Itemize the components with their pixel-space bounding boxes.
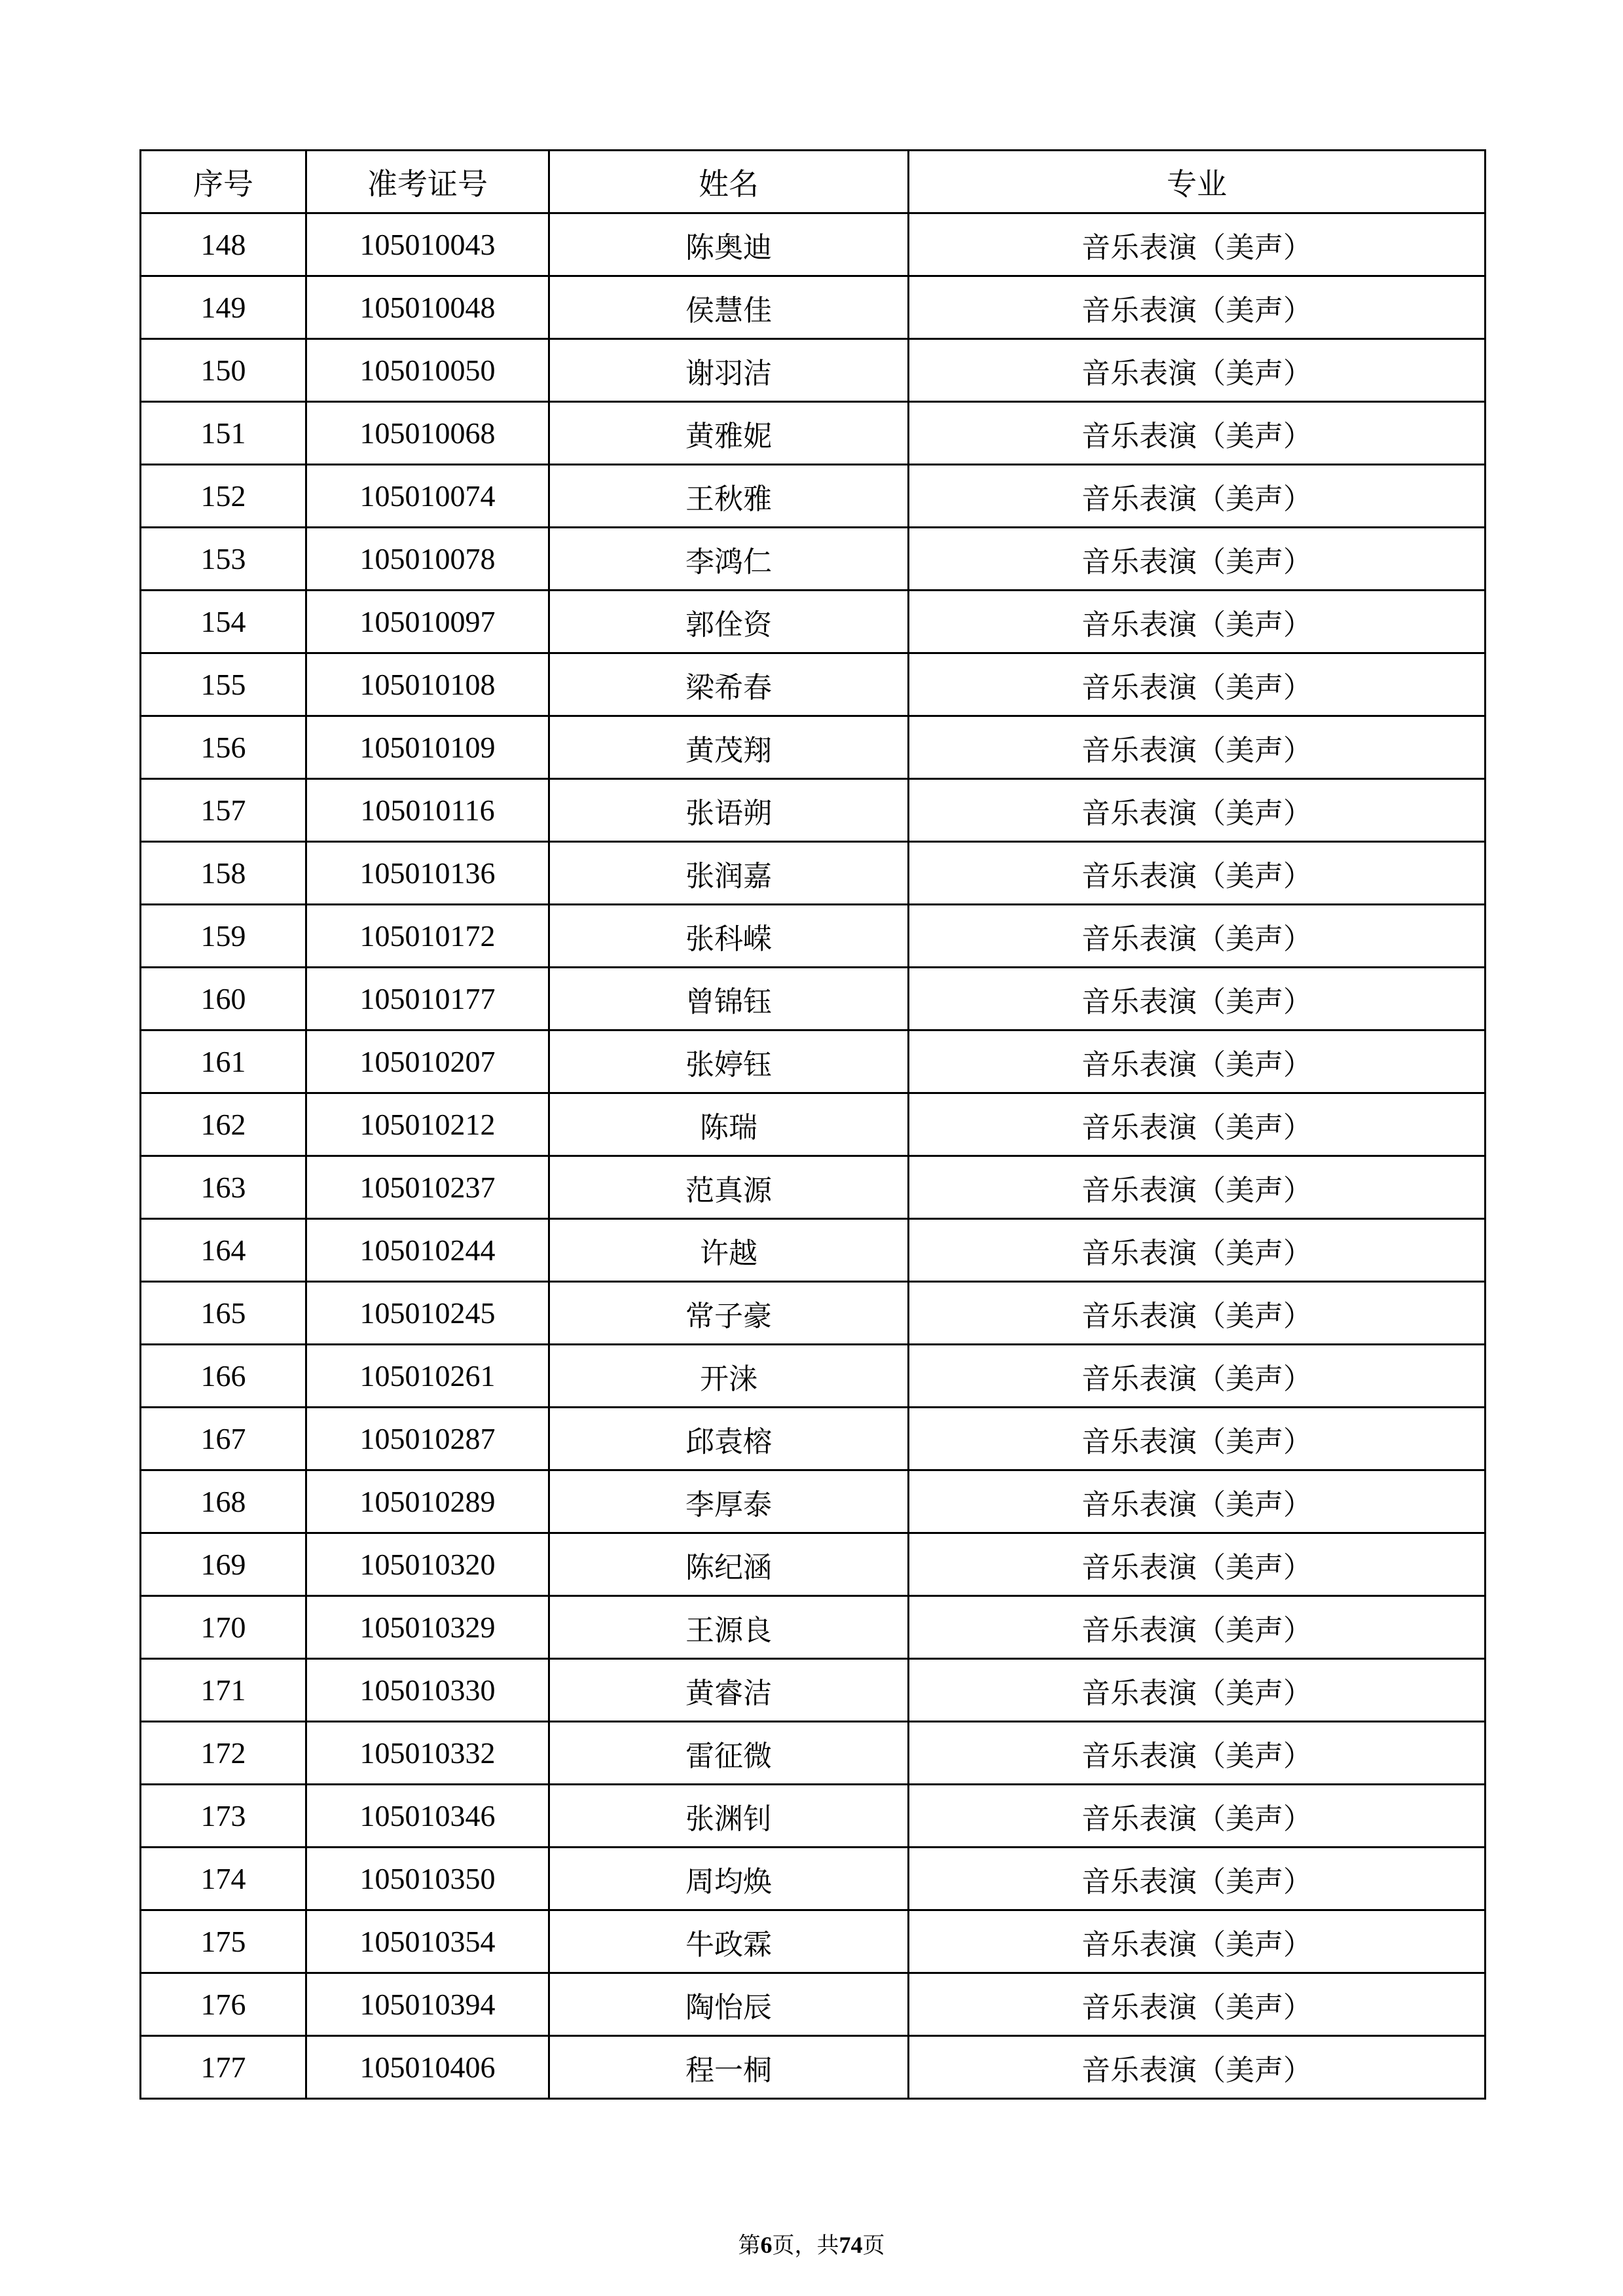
cell-exam-id: 105010116: [306, 779, 549, 842]
table-row: [141, 968, 1486, 1030]
cell-name: 梁希春: [549, 653, 909, 716]
table-row: [141, 1722, 1486, 1785]
table-row: [141, 591, 1486, 653]
cell-name: 程一桐: [549, 2036, 909, 2099]
table-row: [141, 1596, 1486, 1659]
cell-exam-id: 105010207: [306, 1030, 549, 1093]
table-row: [141, 402, 1486, 465]
cell-seq: 159: [141, 905, 306, 968]
cell-name: 牛政霖: [549, 1910, 909, 1973]
cell-major: 音乐表演（美声）: [909, 1785, 1486, 1848]
cell-seq: 167: [141, 1408, 306, 1470]
header-row: [141, 151, 1486, 213]
cell-seq: 165: [141, 1282, 306, 1345]
table-row: [141, 1470, 1486, 1533]
table-row: [141, 1533, 1486, 1596]
table-row: [141, 653, 1486, 716]
header-major: 专业: [909, 151, 1486, 213]
cell-seq: 157: [141, 779, 306, 842]
cell-name: 李厚泰: [549, 1470, 909, 1533]
table-row: [141, 528, 1486, 591]
cell-exam-id: 105010050: [306, 339, 549, 402]
table-row: [141, 1219, 1486, 1282]
cell-seq: 158: [141, 842, 306, 905]
cell-exam-id: 105010289: [306, 1470, 549, 1533]
table-body: [141, 213, 1486, 2099]
cell-seq: 164: [141, 1219, 306, 1282]
cell-major: 音乐表演（美声）: [909, 2036, 1486, 2099]
table-row: [141, 1848, 1486, 1910]
cell-major: 音乐表演（美声）: [909, 1596, 1486, 1659]
cell-major: 音乐表演（美声）: [909, 1533, 1486, 1596]
cell-exam-id: 105010237: [306, 1156, 549, 1219]
footer-page-number: 6: [760, 2232, 773, 2258]
cell-major: 音乐表演（美声）: [909, 591, 1486, 653]
cell-seq: 156: [141, 716, 306, 779]
cell-seq: 175: [141, 1910, 306, 1973]
table-row: [141, 1910, 1486, 1973]
cell-major: 音乐表演（美声）: [909, 1848, 1486, 1910]
cell-name: 李鸿仁: [549, 528, 909, 591]
cell-seq: 169: [141, 1533, 306, 1596]
cell-major: 音乐表演（美声）: [909, 968, 1486, 1030]
page-footer: [0, 2227, 1623, 2259]
cell-name: 黄睿洁: [549, 1659, 909, 1722]
cell-seq: 161: [141, 1030, 306, 1093]
cell-major: 音乐表演（美声）: [909, 1408, 1486, 1470]
cell-major: 音乐表演（美声）: [909, 905, 1486, 968]
cell-major: 音乐表演（美声）: [909, 1910, 1486, 1973]
footer-suffix: 页: [862, 2232, 885, 2259]
cell-exam-id: 105010394: [306, 1973, 549, 2036]
table-row: [141, 1659, 1486, 1722]
table-header: [141, 151, 1486, 213]
cell-name: 陶怡辰: [549, 1973, 909, 2036]
cell-name: 开涞: [549, 1345, 909, 1408]
footer-prefix: 第: [738, 2232, 761, 2259]
cell-seq: 154: [141, 591, 306, 653]
cell-exam-id: 105010332: [306, 1722, 549, 1785]
cell-seq: 176: [141, 1973, 306, 2036]
cell-seq: 148: [141, 213, 306, 276]
table-row: [141, 905, 1486, 968]
cell-name: 陈瑞: [549, 1093, 909, 1156]
cell-seq: 166: [141, 1345, 306, 1408]
cell-exam-id: 105010068: [306, 402, 549, 465]
cell-major: 音乐表演（美声）: [909, 1156, 1486, 1219]
cell-major: 音乐表演（美声）: [909, 1722, 1486, 1785]
cell-exam-id: 105010320: [306, 1533, 549, 1596]
cell-seq: 155: [141, 653, 306, 716]
cell-exam-id: 105010330: [306, 1659, 549, 1722]
table-row: [141, 276, 1486, 339]
cell-exam-id: 105010287: [306, 1408, 549, 1470]
cell-seq: 152: [141, 465, 306, 528]
table-row: [141, 842, 1486, 905]
cell-exam-id: 105010136: [306, 842, 549, 905]
cell-seq: 153: [141, 528, 306, 591]
cell-seq: 173: [141, 1785, 306, 1848]
cell-exam-id: 105010261: [306, 1345, 549, 1408]
cell-name: 王秋雅: [549, 465, 909, 528]
cell-name: 张婷钰: [549, 1030, 909, 1093]
cell-major: 音乐表演（美声）: [909, 842, 1486, 905]
cell-seq: 177: [141, 2036, 306, 2099]
table-row: [141, 779, 1486, 842]
cell-name: 张语朔: [549, 779, 909, 842]
cell-seq: 151: [141, 402, 306, 465]
table-row: [141, 1785, 1486, 1848]
cell-major: 音乐表演（美声）: [909, 1345, 1486, 1408]
header-exam-id: 准考证号: [306, 151, 549, 213]
table-row: [141, 1282, 1486, 1345]
cell-name: 常子豪: [549, 1282, 909, 1345]
cell-major: 音乐表演（美声）: [909, 528, 1486, 591]
cell-major: 音乐表演（美声）: [909, 402, 1486, 465]
cell-exam-id: 105010346: [306, 1785, 549, 1848]
table-row: [141, 1156, 1486, 1219]
header-name: 姓名: [549, 151, 909, 213]
cell-name: 张润嘉: [549, 842, 909, 905]
cell-major: 音乐表演（美声）: [909, 653, 1486, 716]
cell-seq: 168: [141, 1470, 306, 1533]
cell-exam-id: 105010078: [306, 528, 549, 591]
cell-exam-id: 105010406: [306, 2036, 549, 2099]
cell-name: 许越: [549, 1219, 909, 1282]
cell-major: 音乐表演（美声）: [909, 339, 1486, 402]
cell-name: 张科嵘: [549, 905, 909, 968]
cell-major: 音乐表演（美声）: [909, 716, 1486, 779]
table-row: [141, 1030, 1486, 1093]
admission-list-table: [139, 149, 1486, 2100]
cell-exam-id: 105010074: [306, 465, 549, 528]
cell-exam-id: 105010244: [306, 1219, 549, 1282]
cell-exam-id: 105010350: [306, 1848, 549, 1910]
header-seq: 序号: [141, 151, 306, 213]
cell-exam-id: 105010212: [306, 1093, 549, 1156]
footer-total-pages: 74: [839, 2232, 863, 2258]
footer-middle: 页，共: [772, 2232, 839, 2259]
cell-name: 雷征微: [549, 1722, 909, 1785]
cell-name: 曾锦钰: [549, 968, 909, 1030]
cell-exam-id: 105010097: [306, 591, 549, 653]
table-row: [141, 716, 1486, 779]
cell-name: 黄茂翔: [549, 716, 909, 779]
cell-major: 音乐表演（美声）: [909, 1973, 1486, 2036]
cell-exam-id: 105010172: [306, 905, 549, 968]
cell-seq: 149: [141, 276, 306, 339]
table-row: [141, 1345, 1486, 1408]
table-row: [141, 213, 1486, 276]
table-row: [141, 1093, 1486, 1156]
cell-exam-id: 105010108: [306, 653, 549, 716]
cell-major: 音乐表演（美声）: [909, 276, 1486, 339]
cell-major: 音乐表演（美声）: [909, 779, 1486, 842]
cell-major: 音乐表演（美声）: [909, 1093, 1486, 1156]
cell-major: 音乐表演（美声）: [909, 465, 1486, 528]
cell-exam-id: 105010245: [306, 1282, 549, 1345]
cell-name: 侯慧佳: [549, 276, 909, 339]
cell-seq: 171: [141, 1659, 306, 1722]
cell-major: 音乐表演（美声）: [909, 1282, 1486, 1345]
cell-seq: 160: [141, 968, 306, 1030]
cell-name: 范真源: [549, 1156, 909, 1219]
table-row: [141, 2036, 1486, 2099]
cell-exam-id: 105010048: [306, 276, 549, 339]
cell-seq: 163: [141, 1156, 306, 1219]
table-row: [141, 1408, 1486, 1470]
cell-exam-id: 105010043: [306, 213, 549, 276]
cell-seq: 162: [141, 1093, 306, 1156]
cell-seq: 172: [141, 1722, 306, 1785]
cell-major: 音乐表演（美声）: [909, 1470, 1486, 1533]
cell-name: 陈纪涵: [549, 1533, 909, 1596]
cell-name: 周均焕: [549, 1848, 909, 1910]
cell-exam-id: 105010329: [306, 1596, 549, 1659]
table-row: [141, 339, 1486, 402]
cell-name: 黄雅妮: [549, 402, 909, 465]
cell-seq: 150: [141, 339, 306, 402]
table-row: [141, 465, 1486, 528]
cell-exam-id: 105010177: [306, 968, 549, 1030]
cell-exam-id: 105010354: [306, 1910, 549, 1973]
cell-major: 音乐表演（美声）: [909, 1219, 1486, 1282]
cell-name: 陈奥迪: [549, 213, 909, 276]
cell-major: 音乐表演（美声）: [909, 1659, 1486, 1722]
cell-seq: 170: [141, 1596, 306, 1659]
cell-name: 王源良: [549, 1596, 909, 1659]
cell-major: 音乐表演（美声）: [909, 1030, 1486, 1093]
table-row: [141, 1973, 1486, 2036]
cell-name: 谢羽洁: [549, 339, 909, 402]
cell-name: 邱袁榕: [549, 1408, 909, 1470]
cell-exam-id: 105010109: [306, 716, 549, 779]
cell-name: 张渊钊: [549, 1785, 909, 1848]
cell-seq: 174: [141, 1848, 306, 1910]
cell-name: 郭佺资: [549, 591, 909, 653]
cell-major: 音乐表演（美声）: [909, 213, 1486, 276]
